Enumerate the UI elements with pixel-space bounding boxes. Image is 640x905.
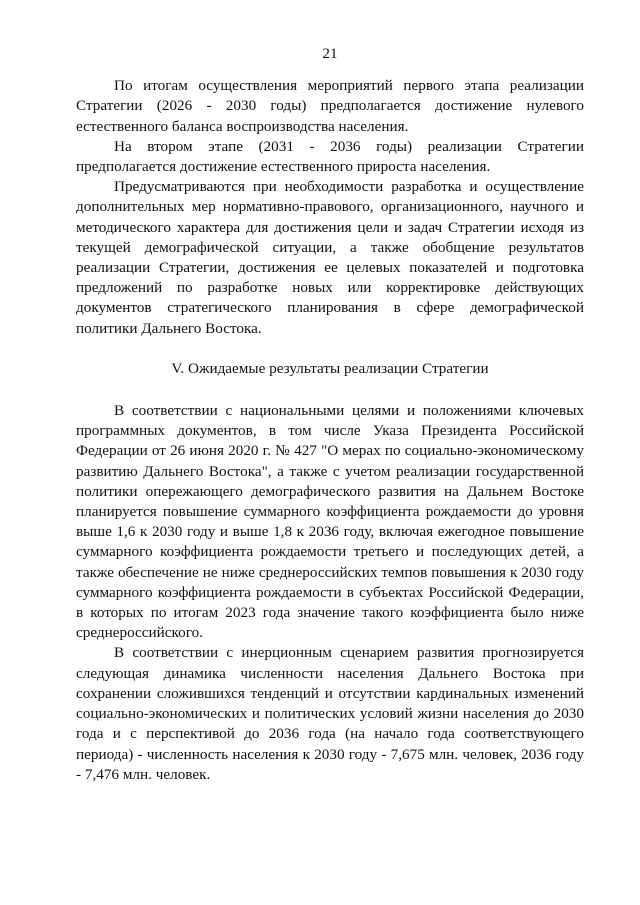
paragraph-second-stage-results: На втором этапе (2031 - 2036 годы) реализации Стратегии предполагается достижение естественного прироста населения. [76,137,584,176]
paragraph-fertility-targets: В соответствии с национальными целями и положениями ключевых программных документов, в том числе Указа Президента Российской Федерации от 26 июня 2020 г. № 427 "О мерах по социально-экономическому развитию Дальнего Востока", а также с учетом реализации государственной политики опережающего демографического развития на Дальнем Востоке планируется повышение суммарного коэффициента рождаемости до уровня выше 1,6 к 2030 году и выше 1,8 к 2036 году, включая ежегодное повышение суммарного коэффициента рождаемости третьего и последующих детей, а также обеспечение не ниже среднероссийских темпов повышения к 2030 году суммарного коэффициента рождаемости в субъектах Российской Федерации, в которых по итогам 2023 года значение такого коэффициента было ниже среднероссийского. [76,402,584,642]
paragraph-population-forecast: В соответствии с инерционным сценарием развития прогнозируется следующая динамика численности населения Дальнего Востока при сохранении сложившихся тенденций и отсутствии кардинальных изменений социально-экономических и политических условий жизни населения до 2030 года и с перспективой до 2036 года (на начало года соответствующего периода) - численность населения к 2030 году - 7,675 млн. человек, 2036 году - 7,476 млн. человек. [76,644,584,783]
paragraph-additional-measures: Предусматриваются при необходимости разработка и осуществление дополнительных мер нормативно-правового, организационного, научного и методического характера для достижения цели и задач Стратегии исходя из текущей демографической ситуации, а также обобщение результатов реализации Стратегии, достижения ее целевых показателей и подготовка предложений по разработке новых или корректировке действующих документов стратегического планирования в сфере демографической политики Дальнего Востока. [76,178,584,337]
paragraph-first-stage-results: По итогам осуществления мероприятий первого этапа реализации Стратегии (2026 - 2030 годы) предполагается достижение нулевого естественного баланса воспроизводства населения. [76,77,584,135]
section-heading: V. Ожидаемые результаты реализации Стратегии [171,359,489,377]
page-number: 21 [322,45,338,62]
